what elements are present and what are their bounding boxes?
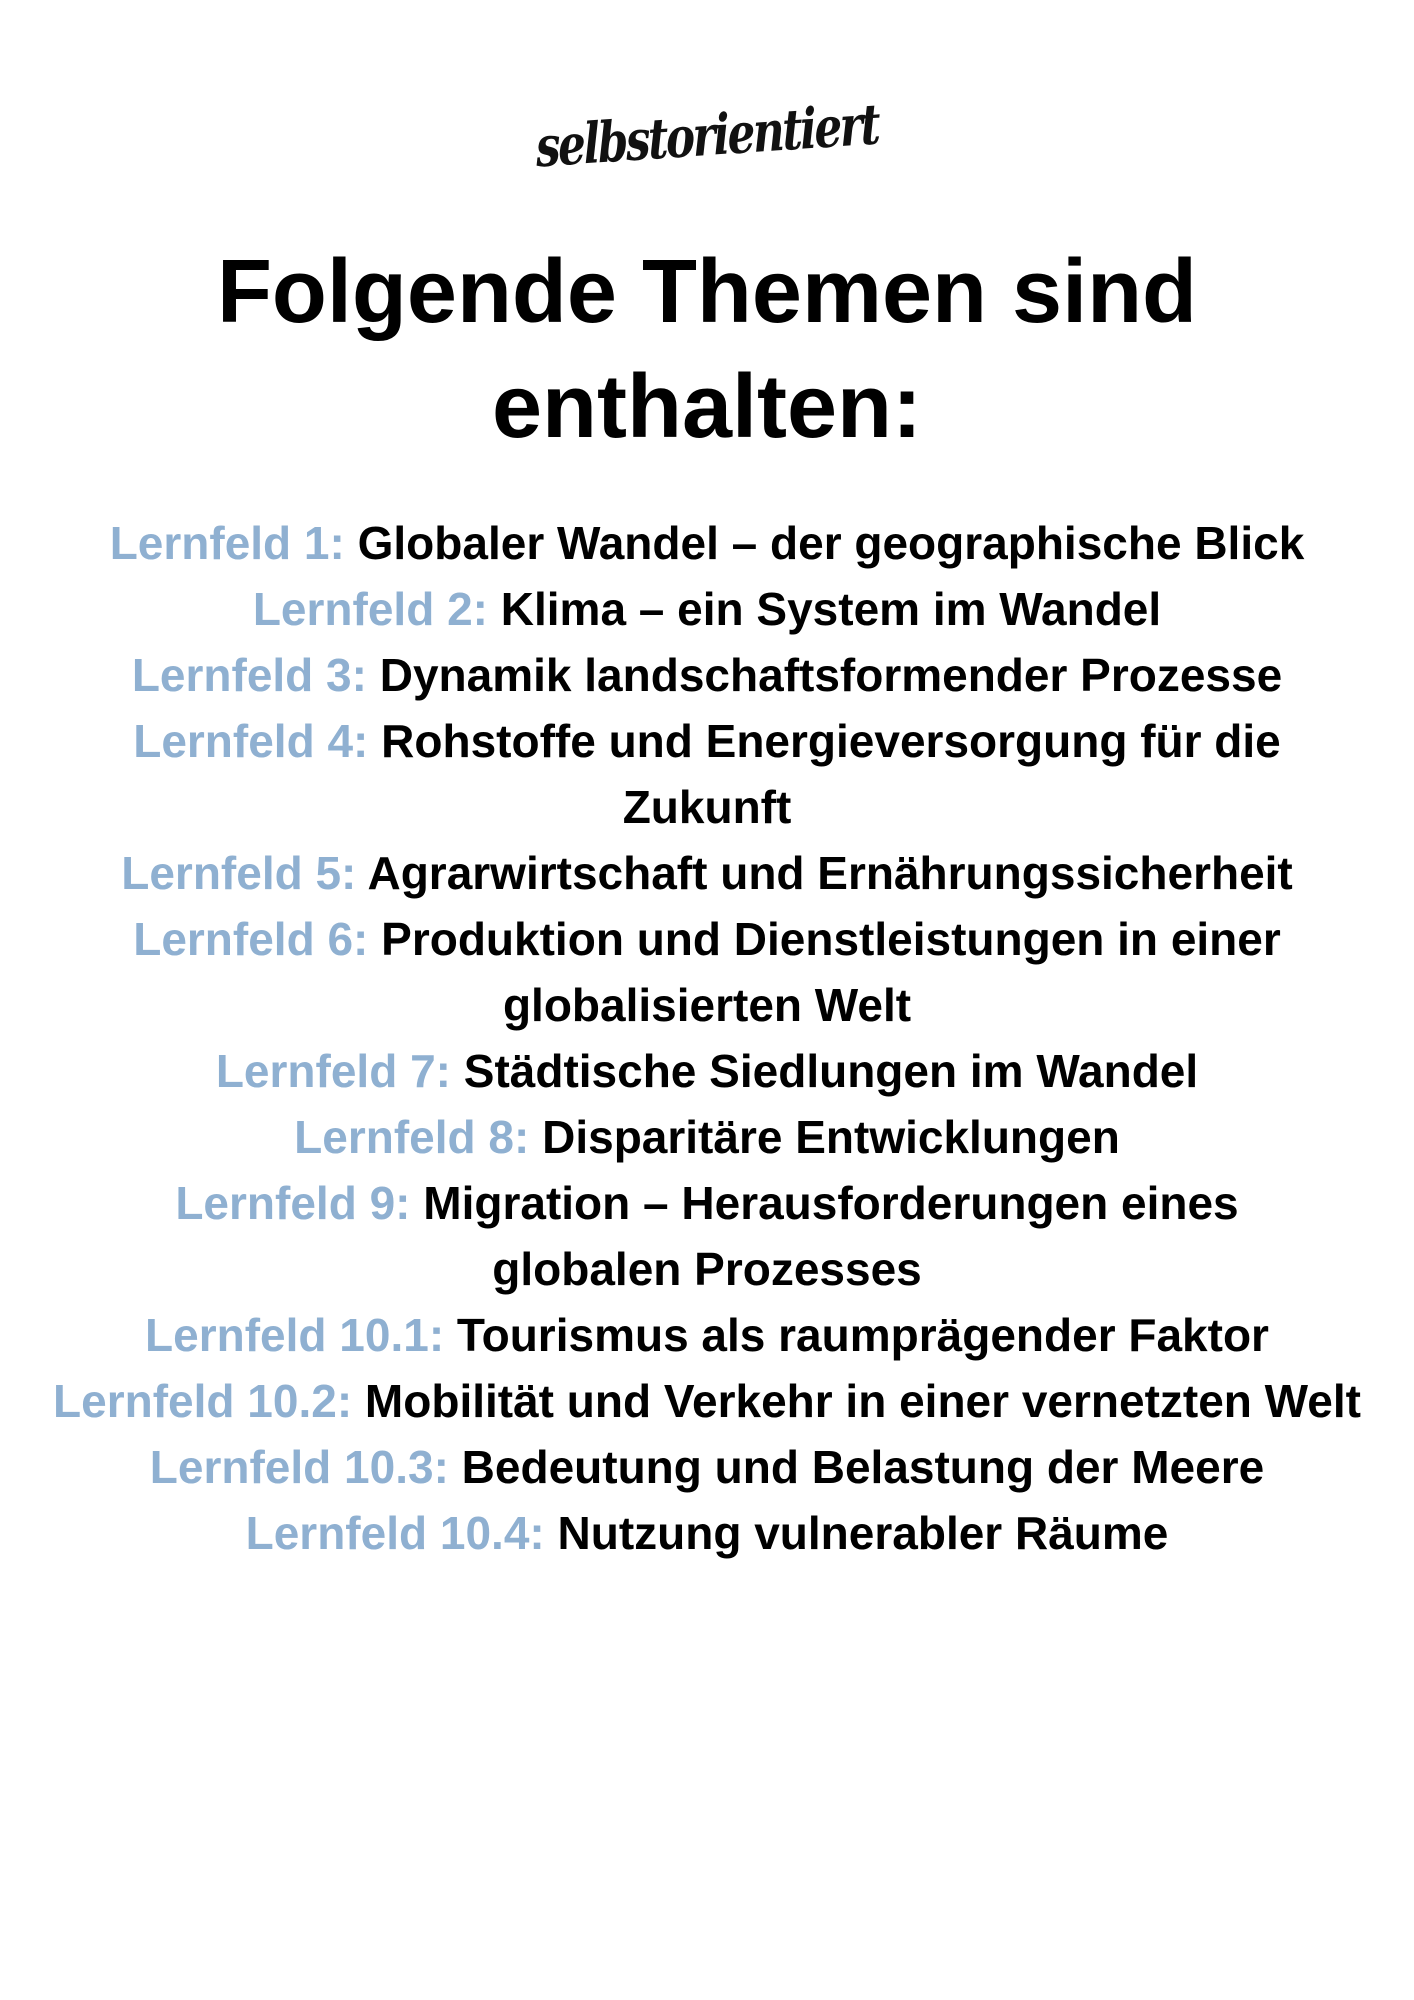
list-item <box>7 510 1407 576</box>
topic-text: Globaler Wandel – der geographische Blick <box>357 517 1305 569</box>
topic-text: Rohstoffe und Energieversorgung für die Zukunft <box>381 715 1281 833</box>
list-item <box>7 1302 1407 1368</box>
topic-text: Bedeutung und Belastung der Meere <box>461 1441 1265 1493</box>
topic-text: Dynamik landschaftsformender Prozesse <box>379 649 1283 701</box>
list-item <box>97 1170 1317 1302</box>
list-item <box>7 1434 1407 1500</box>
topic-label: Lernfeld 10.2: <box>53 1375 353 1427</box>
topic-text: Migration – Herausforderungen eines globalen Prozesses <box>423 1177 1239 1295</box>
page-title-text: Folgende Themen sind enthalten: <box>216 242 1198 457</box>
topic-label: Lernfeld 6: <box>133 913 369 965</box>
topic-label: Lernfeld 10.1: <box>145 1309 445 1361</box>
list-item <box>7 1500 1407 1566</box>
topic-label: Lernfeld 7: <box>215 1045 451 1097</box>
topic-text: Tourismus als raumprägender Faktor <box>456 1309 1269 1361</box>
topic-label: Lernfeld 3: <box>131 649 367 701</box>
list-item <box>7 1104 1407 1170</box>
topic-label: Lernfeld 5: <box>121 847 357 899</box>
list-item <box>7 1368 1407 1434</box>
topic-text: Disparitäre Entwicklungen <box>542 1111 1120 1163</box>
topic-text: Städtische Siedlungen im Wandel <box>463 1045 1199 1097</box>
list-item <box>7 1038 1407 1104</box>
topic-label: Lernfeld 4: <box>133 715 369 767</box>
page-title <box>0 235 1414 465</box>
topic-list <box>0 510 1414 1566</box>
topic-label: Lernfeld 10.3: <box>149 1441 449 1493</box>
topic-text: Produktion und Dienstleistungen in einer globalisierten Welt <box>381 913 1281 1031</box>
topic-text: Agrarwirtschaft und Ernährungssicherheit <box>367 847 1293 899</box>
list-item <box>47 906 1367 1038</box>
list-item <box>7 576 1407 642</box>
topic-text: Klima – ein System im Wandel <box>500 583 1162 635</box>
topic-text: Nutzung vulnerabler Räume <box>557 1507 1169 1559</box>
brand-logo: selbstorientiert <box>534 91 880 181</box>
topic-text: Mobilität und Verkehr in einer vernetzten Welt <box>364 1375 1361 1427</box>
topic-label: Lernfeld 10.4: <box>245 1507 545 1559</box>
topic-label: Lernfeld 9: <box>175 1177 411 1229</box>
list-item <box>7 642 1407 708</box>
list-item <box>47 708 1367 840</box>
topic-label: Lernfeld 2: <box>252 583 488 635</box>
topic-label: Lernfeld 1: <box>109 517 345 569</box>
topic-label: Lernfeld 8: <box>294 1111 530 1163</box>
list-item <box>7 840 1407 906</box>
